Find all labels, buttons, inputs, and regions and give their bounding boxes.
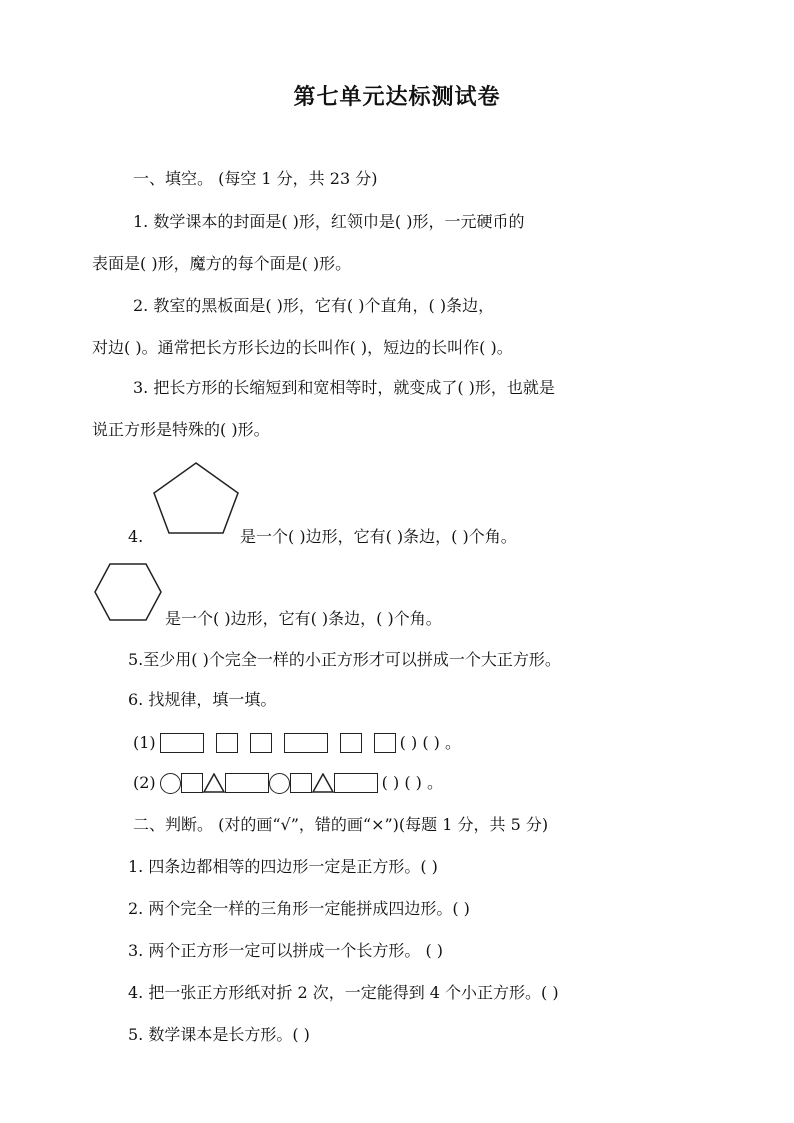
- circle-shape: [269, 773, 290, 794]
- wide-rectangle-shape: [225, 773, 269, 793]
- q1-line1: 1. 数学课本的封面是( )形，红领巾是( )形，一元硬币的: [133, 212, 525, 231]
- judge-item-2: 2. 两个完全一样的三角形一定能拼成四边形。( ): [128, 899, 470, 918]
- q6-1-label: (1): [133, 733, 156, 752]
- square-shape: [290, 773, 312, 793]
- square-shape: [250, 733, 272, 753]
- q4-pentagon-text: 是一个( )边形，它有( )条边，( )个角。: [240, 527, 517, 546]
- square-shape: [216, 733, 238, 753]
- section2-heading: 二、判断。 (对的画“√”，错的画“×”)(每题 1 分，共 5 分): [133, 815, 549, 834]
- pentagon-figure: [150, 460, 242, 536]
- square-shape: [374, 733, 396, 753]
- wide-rectangle-shape: [160, 733, 204, 753]
- q3-line2: 说正方形是特殊的( )形。: [92, 420, 270, 439]
- hexagon-figure: [93, 562, 163, 622]
- q2-line2: 对边( )。通常把长方形长边的长叫作( )，短边的长叫作( )。: [92, 338, 513, 357]
- wide-rectangle-shape: [284, 733, 328, 753]
- q6-2-blanks: ( ) ( ) 。: [381, 773, 443, 792]
- q6-pattern-2: [133, 771, 443, 795]
- q6-heading: 6. 找规律，填一填。: [128, 690, 277, 709]
- q4-number: 4.: [128, 527, 144, 546]
- q6-1-blanks: ( ) ( ) 。: [399, 733, 461, 752]
- circle-shape: [160, 773, 181, 794]
- q6-pattern-1: [133, 731, 461, 755]
- triangle-shape: [312, 773, 334, 793]
- judge-item-1: 1. 四条边都相等的四边形一定是正方形。( ): [128, 857, 438, 876]
- section1-heading: 一、填空。 (每空 1 分，共 23 分): [133, 169, 378, 188]
- q5-line: 5.至少用( )个完全一样的小正方形才可以拼成一个大正方形。: [128, 650, 561, 669]
- q4-hexagon-text: 是一个( )边形，它有( )条边，( )个角。: [165, 609, 442, 628]
- triangle-shape: [203, 773, 225, 793]
- judge-item-4: 4. 把一张正方形纸对折 2 次，一定能得到 4 个小正方形。( ): [128, 983, 559, 1002]
- q1-line2: 表面是( )形，魔方的每个面是( )形。: [92, 254, 352, 273]
- q3-line1: 3. 把长方形的长缩短到和宽相等时，就变成了( )形，也就是: [133, 378, 555, 397]
- judge-item-3: 3. 两个正方形一定可以拼成一个长方形。 ( ): [128, 941, 444, 960]
- judge-item-5: 5. 数学课本是长方形。( ): [128, 1025, 310, 1044]
- square-shape: [181, 773, 203, 793]
- page-title: 第七单元达标测试卷: [293, 84, 501, 110]
- wide-rectangle-shape: [334, 773, 378, 793]
- q2-line1: 2. 教室的黑板面是( )形，它有( )个直角，( )条边，: [133, 296, 495, 315]
- q6-2-label: (2): [133, 773, 156, 792]
- square-shape: [340, 733, 362, 753]
